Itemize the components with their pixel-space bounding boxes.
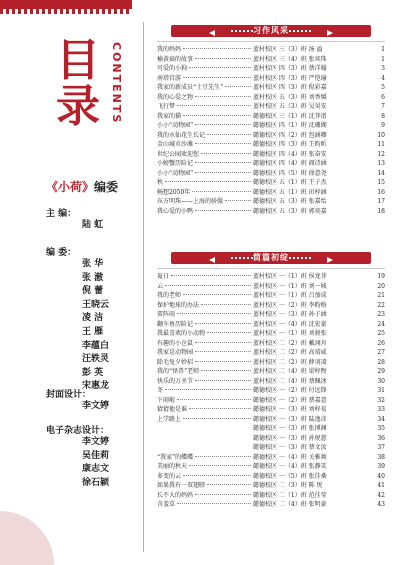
dot-leader: [195, 494, 251, 495]
dot-leader: [195, 172, 251, 173]
entry-title: 上学路上: [157, 415, 182, 423]
staff-role: 主 编：: [46, 209, 77, 219]
entry-title: 小小“动物园”: [157, 122, 194, 129]
dot-leader: [225, 200, 251, 201]
entry-page: 43: [377, 501, 385, 508]
entry-author: 懿德校区 四（3）班 王昀昕: [253, 141, 327, 148]
entry-page: 17: [377, 198, 385, 205]
toc-entry[interactable]: [157, 301, 385, 311]
toc-entry[interactable]: [157, 272, 385, 282]
staff-person: 李文婷: [82, 437, 110, 447]
section-rule: [157, 268, 385, 269]
entry-title: 我的“怪兽”老师: [157, 368, 200, 375]
entry-author: 蓝村校区 三（3）班 汤 溢: [253, 46, 323, 53]
entry-title: 我的妈妈: [157, 46, 182, 53]
dot-leader: [189, 408, 251, 409]
dot-leader: [225, 86, 251, 87]
section-rule: [157, 41, 385, 42]
dot-leader: [183, 77, 251, 78]
entry-author: 懿德校区 四（5）班 徐意尧: [253, 169, 327, 177]
toc-entry[interactable]: [157, 405, 385, 415]
entry-author: 懿德校区 一（3）班 孙悦慈: [253, 434, 327, 442]
entry-author: 懿德校区 一（2）班 蔡嘉意: [253, 396, 327, 404]
entry-title: 我最喜欢的小动物: [157, 330, 206, 337]
entry-page: 41: [377, 482, 385, 489]
toc-entry[interactable]: [157, 74, 385, 84]
entry-title: 美丽的秋天: [157, 463, 188, 470]
staff-person: 康志文: [82, 464, 110, 475]
entry-author: 懿德校区 四（2）班 包涵卿: [253, 131, 327, 139]
entry-title: 夏日: [157, 273, 170, 280]
toc-entry[interactable]: [157, 462, 385, 472]
entry-page: 9: [381, 122, 385, 129]
toc-entry[interactable]: [157, 83, 385, 93]
entry-title: 有趣的小仓鼠: [157, 339, 194, 347]
entry-title: 多变的云: [157, 472, 182, 480]
entry-author: 懿德校区 二（3）班 陈 悦: [253, 482, 323, 489]
toc-list: [157, 272, 385, 510]
entry-author: 懿德校区 一（3）班 蔡文汝: [253, 444, 327, 451]
staff-person: 汪轶灵: [82, 354, 110, 365]
dot-leader: [195, 342, 251, 343]
staff-person: 陆 虹: [82, 220, 104, 230]
dot-leader: [183, 294, 251, 295]
entry-page: 21: [377, 292, 385, 299]
staff-group: [46, 387, 109, 414]
dot-leader: [195, 96, 251, 97]
entry-page: 34: [377, 415, 385, 423]
entry-page: 33: [377, 406, 385, 413]
entry-title: 下雨啦: [157, 396, 176, 404]
entry-title: 翻车鱼历险记: [157, 320, 194, 328]
entry-page: 36: [377, 434, 385, 442]
entry-page: 6: [381, 93, 385, 101]
entry-page: 20: [377, 282, 385, 290]
toc-entry[interactable]: [157, 348, 385, 358]
toc-entry[interactable]: [157, 45, 385, 55]
toc-entry[interactable]: [157, 188, 385, 198]
staff-person: 吴佳莉: [82, 450, 110, 461]
toc-entry[interactable]: [157, 386, 385, 396]
dot-leader: [195, 456, 251, 457]
page-title-en: CONTENTS: [110, 42, 123, 125]
entry-author: 懿德校区 二（4）班 张明豪: [253, 501, 327, 508]
entry-author: 蓝村校区 一（3）班 孙子涵: [253, 311, 327, 318]
dot-leader: [195, 143, 251, 144]
top-ribbon: [0, 0, 132, 9]
entry-page: 42: [377, 491, 385, 499]
toc-entry[interactable]: [157, 472, 385, 482]
entry-author: 蓝村校区 一（1）班 吕加成: [253, 292, 327, 299]
entry-title: 小小“动物园”: [157, 169, 194, 177]
staff-group: [46, 206, 103, 233]
entry-author: 蓝村校区 三（4）班 张奕珠: [253, 55, 327, 63]
page-title: 目录: [56, 35, 100, 132]
entry-title: 东方明珠——上海的骄傲: [157, 198, 224, 205]
entry-author: 懿德校区 五（1）班 王子杰: [253, 179, 327, 186]
staff-role: 封面设计：: [46, 390, 92, 400]
entry-author: 蓝村校区 一（4）班 沈宏豪: [253, 320, 327, 328]
dot-leader: [183, 115, 251, 116]
entry-author: 蓝村校区 二（2）班 戴翊舟: [253, 339, 327, 347]
entry-title: 秋: [157, 179, 164, 186]
dot-leader: [195, 380, 251, 381]
entry-author: 懿德校区 四（4）班 张奋安: [253, 150, 327, 158]
toc-entry[interactable]: [157, 367, 385, 377]
section-title: 习作风采: [253, 26, 289, 35]
staff-person: 凌 洁: [82, 313, 104, 324]
toc-entry[interactable]: [157, 131, 385, 141]
toc-entry[interactable]: [157, 291, 385, 301]
entry-page: 22: [377, 301, 385, 309]
section-title: 简篇初绽: [253, 253, 289, 262]
toc-entry[interactable]: [157, 491, 385, 501]
entry-title: 我的心爱之物: [157, 93, 194, 101]
dot-leader: [201, 370, 251, 371]
entry-page: 1: [381, 46, 385, 53]
dot-leader: [207, 134, 251, 135]
entry-author: 蓝村校区 二（4）班 蔡佩冰: [253, 377, 327, 385]
toc-entry[interactable]: [157, 481, 385, 491]
entry-author: 蓝村校区 二（2）班 薛羽凌: [253, 358, 327, 366]
entry-page: 27: [377, 349, 385, 356]
entry-title: 云: [157, 282, 164, 290]
staff-person: 李蕴白: [82, 340, 110, 351]
dot-leader: [183, 418, 251, 419]
staff-person: 宋惠龙: [82, 381, 110, 392]
toc-entry[interactable]: [157, 207, 385, 217]
entry-title: 我心爱的小鸭: [157, 207, 194, 215]
entry-title: 我家是动物园: [157, 349, 194, 356]
toc-entry[interactable]: [157, 102, 385, 112]
dot-leader: [177, 399, 251, 400]
entry-author: 懿德校区 四（4）班 阎诗涵: [253, 160, 327, 167]
entry-page: 14: [377, 169, 385, 177]
editorial-heading: [46, 178, 118, 195]
toc-entry[interactable]: [157, 453, 385, 463]
toc-entry[interactable]: [157, 424, 385, 434]
dot-leader: [165, 389, 251, 390]
toc-entry[interactable]: [157, 320, 385, 330]
dot-leader: [195, 351, 251, 352]
entry-title: 我的水仙花生长记: [157, 131, 206, 139]
entry-title: 长不大的妈妈: [157, 491, 194, 499]
entry-author: 懿德校区 五（1）班 田梓涵: [253, 188, 327, 196]
entry-page: 19: [377, 273, 385, 280]
entry-title: 除毛兔夕妙招: [157, 358, 194, 366]
entry-author: 懿德校区 五（3）班 张嘉怡: [253, 198, 327, 205]
entry-title: “我家”的蝶蝶: [157, 453, 194, 461]
dot-leader: [195, 58, 251, 59]
dot-leader: [195, 323, 251, 324]
staff-group: [46, 423, 109, 490]
entry-author: 蓝村校区 一（1）班 刘骏张: [253, 330, 327, 337]
entry-author: 懿德校区 四（1）班 沈珊瑚: [253, 122, 327, 129]
toc-entry[interactable]: [157, 112, 385, 122]
toc-entry[interactable]: [157, 178, 385, 188]
entry-author: 蓝村校区 一（1）班 刘一城: [253, 282, 327, 290]
entry-page: 8: [381, 112, 385, 120]
entry-title: 我的老师: [157, 292, 182, 299]
entry-author: 懿德校区 一（3）班 陆逸彦: [253, 415, 327, 423]
staff-person: 徐石颖: [82, 477, 110, 488]
entry-author: 蓝村校区 五（3）班 刘香媛: [253, 93, 327, 101]
toc-section: [157, 24, 385, 216]
toc-entry[interactable]: [157, 500, 385, 510]
staff-person: 张 澈: [82, 272, 104, 283]
entry-page: 13: [377, 160, 385, 167]
toc-entry[interactable]: [157, 358, 385, 368]
entry-page: 11: [377, 141, 385, 148]
dot-leader: [189, 67, 251, 68]
toc-entry[interactable]: [157, 169, 385, 179]
entry-page: 4: [381, 74, 385, 82]
toc-entry[interactable]: [157, 310, 385, 320]
column-divider: [143, 22, 144, 552]
entry-page: 30: [377, 377, 385, 385]
entry-page: 28: [377, 358, 385, 366]
entry-page: 24: [377, 320, 385, 328]
entry-page: 29: [377, 368, 385, 375]
entry-title: 畅想2050年: [157, 188, 191, 196]
dot-leader: [171, 275, 251, 276]
entry-page: 10: [377, 131, 385, 139]
entry-author: 蓝村校区 二（4）班 梁梓煦: [253, 368, 327, 375]
dot-leader: [189, 465, 251, 466]
dot-leader: [195, 210, 251, 211]
entry-author: 蓝村校区 五（3）班 吴昊安: [253, 103, 327, 110]
entry-author: 懿德校区 一（4）班 张静笑: [253, 463, 327, 470]
entry-page: 35: [377, 425, 385, 432]
toc-list: [157, 45, 385, 216]
entry-page: 39: [377, 463, 385, 470]
entry-page: 15: [377, 179, 385, 186]
staff-person: 李文婷: [82, 401, 110, 411]
toc-entry[interactable]: [157, 121, 385, 131]
entry-page: 23: [377, 311, 385, 318]
magazine-name: 《小荷》: [46, 180, 95, 194]
entry-author: 懿德校区 一（3）班 张博渊: [253, 425, 327, 432]
toc-entry[interactable]: [157, 93, 385, 103]
staff-person: 张 华: [82, 259, 104, 269]
entry-page: 38: [377, 453, 385, 461]
entry-page: 1: [381, 55, 385, 63]
entry-page: 26: [377, 339, 385, 347]
toc-entry[interactable]: [157, 159, 385, 169]
dot-leader: [195, 361, 251, 362]
entry-title: 含羞草: [157, 501, 176, 508]
entry-page: 25: [377, 330, 385, 337]
entry-page: 5: [381, 84, 385, 91]
dot-leader: [183, 475, 251, 476]
toc-entry[interactable]: [157, 282, 385, 292]
entry-author: 懿德校区 一（3）班 刘梓易: [253, 406, 327, 413]
dot-leader: [201, 153, 251, 154]
toc-entry[interactable]: [157, 64, 385, 74]
toc-entry[interactable]: [157, 434, 385, 444]
toc-entry[interactable]: [157, 377, 385, 387]
section-banner: [171, 251, 371, 265]
staff-person: 倪 蕾: [82, 286, 104, 297]
dot-leader: [177, 503, 251, 504]
dot-leader: [183, 48, 251, 49]
entry-title: 雷阵雨: [157, 311, 176, 318]
dot-leader: [165, 285, 251, 286]
entry-author: 懿德校区 三（1）班 沈菲谱: [253, 112, 327, 120]
entry-title: 小螃蟹历险记: [157, 160, 194, 167]
entry-page: 3: [381, 65, 385, 72]
entry-title: 榆黄菇的故事: [157, 55, 194, 63]
dot-leader: [195, 162, 251, 163]
entry-author: 蓝村校区 四（3）班 蔡洋翰: [253, 65, 327, 72]
dot-leader: [201, 304, 251, 305]
toc-entry[interactable]: [157, 339, 385, 349]
entry-author: 蓝村校区 二（2）班 高靖威: [253, 349, 327, 356]
entry-author: 懿德校区 五（3）班 郭奕嘉: [253, 207, 327, 215]
entry-page: 32: [377, 396, 385, 404]
staff-role: 编 委：: [46, 248, 77, 258]
staff-person: 彭 英: [82, 367, 104, 378]
entry-title: 猜猜他是谁: [157, 406, 188, 413]
corner-decoration: [0, 511, 54, 565]
entry-title: 金山城市沙滩: [157, 141, 194, 148]
entry-title: 飞行梦: [157, 103, 176, 110]
entry-title: 世纪公园欢迎您: [157, 150, 200, 158]
toc-entry[interactable]: [157, 329, 385, 339]
entry-page: 31: [377, 387, 385, 394]
staff-person: 王 雁: [82, 326, 104, 337]
dot-leader: [207, 332, 251, 333]
toc-entry[interactable]: [157, 55, 385, 65]
toc-entry[interactable]: [157, 443, 385, 453]
toc-entry[interactable]: [157, 415, 385, 425]
entry-author: 蓝村校区 四（3）班 严恺瑜: [253, 74, 327, 82]
staff-person: 王晓云: [82, 299, 110, 310]
entry-title: 快乐的万圣节: [157, 377, 194, 385]
entry-author: 懿德校区 二（1）班 范佳莹: [253, 491, 327, 499]
toc-entry[interactable]: [157, 150, 385, 160]
entry-title: 我家的猫: [157, 112, 182, 120]
entry-page: 16: [377, 188, 385, 196]
entry-author: 懿德校区 一（5）班 张佳桑: [253, 472, 327, 480]
entry-page: 18: [377, 207, 385, 215]
entry-page: 7: [381, 103, 385, 110]
entry-author: 蓝村校区 一（1）班 侯龙菲: [253, 273, 327, 280]
entry-title: 可爱的小狗: [157, 65, 188, 72]
dot-leader: [195, 124, 251, 125]
entry-author: 蓝村校区 一（2）班 李昀格: [253, 301, 327, 309]
dot-leader: [165, 181, 251, 182]
editorial-suffix: 编委: [94, 180, 119, 194]
entry-author: 懿德校区 一（2）班 付远锋: [253, 387, 327, 394]
dot-leader: [192, 191, 251, 192]
entry-page: 12: [377, 150, 385, 158]
entry-title: 我家的新成员“土豆先生”: [157, 84, 224, 91]
entry-title: 保护地球的办法: [157, 301, 200, 309]
entry-title: 如果我有一双翅膀: [157, 482, 206, 489]
staff-role: 电子杂志设计：: [46, 426, 110, 436]
toc-section: [157, 251, 385, 510]
dot-leader: [207, 484, 251, 485]
staff-group: [46, 245, 109, 394]
entry-author: 蓝村校区 四（3）班 倪彩嘉: [253, 84, 327, 91]
entry-author: 懿德校区 一（4）班 关雅舞: [253, 453, 327, 461]
top-ribbon-zigzag: [0, 9, 132, 14]
entry-page: 37: [377, 444, 385, 451]
entry-title: 南塔宫游: [157, 74, 182, 82]
section-banner: [171, 24, 371, 38]
toc-entry[interactable]: [157, 140, 385, 150]
toc-entry[interactable]: [157, 396, 385, 406]
dot-leader: [177, 105, 251, 106]
toc-entry[interactable]: [157, 197, 385, 207]
entry-page: 40: [377, 472, 385, 480]
dot-leader: [177, 313, 251, 314]
entry-title: 冬: [157, 387, 164, 394]
